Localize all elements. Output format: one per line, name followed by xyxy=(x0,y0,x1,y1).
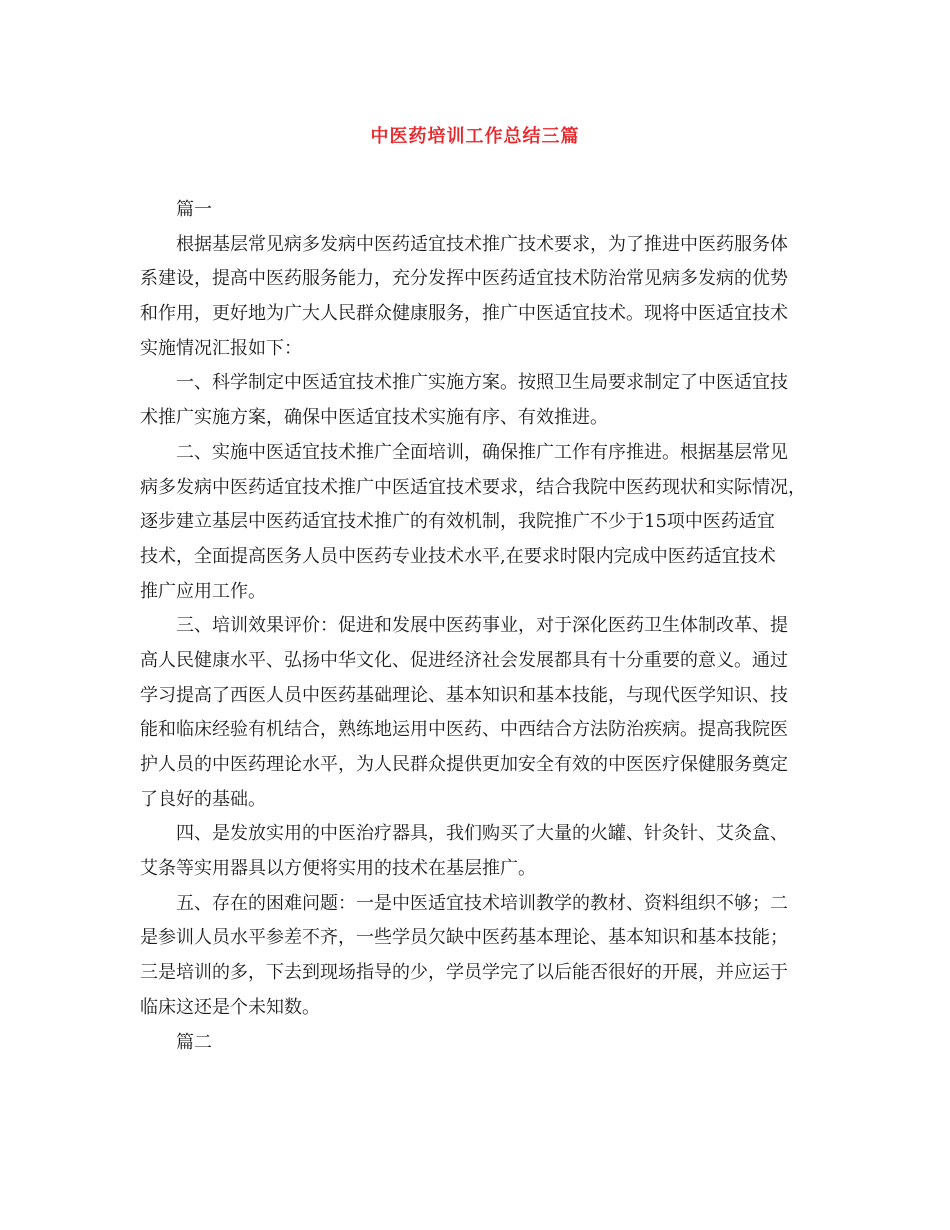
text-line: 护人员的中医药理论水平，为人民群众提供更加安全有效的中医医疗保健服务奠定 xyxy=(140,754,788,775)
text-line: 二、实施中医适宜技术推广全面培训，确保推广工作有序推进。根据基层常见 xyxy=(176,441,788,463)
text-line: 学习提高了西医人员中医药基础理论、基本知识和基本技能，与现代医学知识、技 xyxy=(140,684,788,706)
document-body xyxy=(140,193,820,1060)
text-line: 临床这还是个未知数。 xyxy=(140,996,320,1018)
text-line: 一、科学制定中医适宜技术推广实施方案。按照卫生局要求制定了中医适宜技 xyxy=(176,372,788,394)
text-line: 篇二 xyxy=(176,1031,212,1053)
text-line: 高人民健康水平、弘扬中华文化、促进经济社会发展都具有十分重要的意义。通过 xyxy=(140,649,788,671)
text-line: 和作用，更好地为广大人民群众健康服务，推广中医适宜技术。现将中医适宜技术 xyxy=(140,303,788,325)
text-line: 篇一 xyxy=(176,199,212,220)
text-line: 技术，全面提高医务人员中医药专业技术水平,在要求时限内完成中医药适宜技术 xyxy=(140,545,776,567)
text-line: 术推广实施方案，确保中医适宜技术实施有序、有效推进。 xyxy=(140,407,608,429)
text-line: 逐步建立基层中医药适宜技术推广的有效机制，我院推广不少于15项中医药适宜 xyxy=(140,511,775,533)
text-line: 实施情况汇报如下： xyxy=(140,337,302,359)
text-line: 是参训人员水平参差不齐，一些学员欠缺中医药基本理论、基本知识和基本技能； xyxy=(140,927,788,949)
document-title: 中医药培训工作总结三篇 xyxy=(370,126,580,147)
text-line: 病多发病中医药适宜技术推广中医适宜技术要求，结合我院中医药现状和实际情况， xyxy=(140,476,806,498)
text-line: 五、存在的困难问题：一是中医适宜技术培训教学的教材、资料组织不够；二 xyxy=(176,892,788,914)
text-line: 三、培训效果评价：促进和发展中医药事业，对于深化医药卫生体制改革、提 xyxy=(176,615,788,637)
text-line: 四、是发放实用的中医治疗器具，我们购买了大量的火罐、针灸针、艾灸盒、 xyxy=(176,823,788,845)
text-line: 了良好的基础。 xyxy=(140,788,266,810)
text-line: 推广应用工作。 xyxy=(140,580,266,602)
text-line: 根据基层常见病多发病中医药适宜技术推广技术要求，为了推进中医药服务体 xyxy=(176,233,788,255)
text-line: 系建设，提高中医药服务能力，充分发挥中医药适宜技术防治常见病多发病的优势 xyxy=(140,268,788,290)
text-line: 能和临床经验有机结合，熟练地运用中医药、中西结合方法防治疾病。提高我院医 xyxy=(140,719,788,741)
text-line: 三是培训的多，下去到现场指导的少，学员学完了以后能否很好的开展，并应运于 xyxy=(140,962,788,984)
text-line: 艾条等实用器具以方便将实用的技术在基层推广。 xyxy=(140,858,536,880)
